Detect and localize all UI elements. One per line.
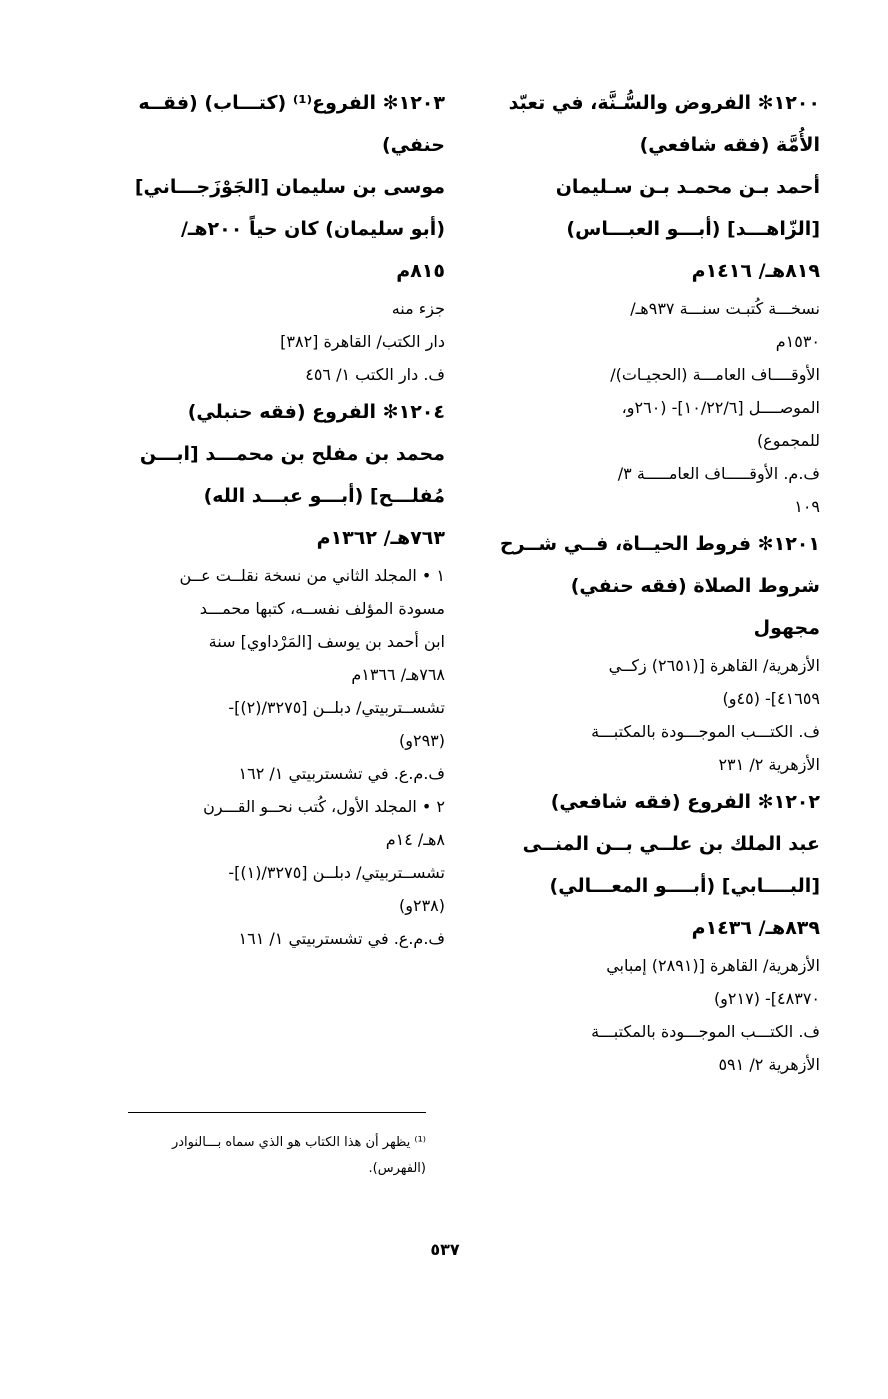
entry-heading-line: أحمد بـن محمـد بـن سـليمان [555, 176, 820, 198]
entry-text-line: ف. دار الكتب ١/ ٤٥٦ [305, 365, 445, 384]
entry-heading-line: حنفي) [381, 134, 445, 156]
entry-text-line: ف.م.ع. في تشستربيتي ١/ ١٦١ [238, 929, 445, 948]
entry-heading-line: [الزّاهـــد] (أبـــو العبـــاس) [566, 218, 820, 240]
entry-text-line: الأوقــــاف العامـــة (الحجيـات)/ [610, 365, 820, 384]
entry-heading-line: شروط الصلاة (فقه حنفي) [570, 575, 820, 597]
entry-text-line: ١ • المجلد الثاني من نسخة نقلــت عــن [179, 566, 445, 585]
entry-heading-line: ١٢٠٤✻ الفروع (فقه حنبلي) [187, 401, 445, 423]
left-column [95, 82, 445, 955]
entry-text-line: تشســتربيتي/ دبلــن [٣٢٧٥/(٢)]- [228, 698, 445, 717]
entry-text-line: ٧٦٨هـ/ ١٣٦٦م [351, 665, 445, 684]
entry-heading-line: ٨٣٩هـ/ ١٤٣٦م [691, 917, 820, 939]
entry-text-line: ف. الكتـــب الموجـــودة بالمكتبـــة [591, 1022, 820, 1041]
page-number: ٥٣٧ [430, 1240, 460, 1259]
entry-heading-line: ٧٦٣هـ/ ١٣٦٢م [316, 527, 445, 549]
entry-text-line: (٢٩٣و) [399, 731, 445, 750]
entry-heading-line: ١٢٠٣✻ الفروع⁽¹⁾ (كتـــاب) (فقــه [138, 92, 445, 114]
right-column [470, 82, 820, 1081]
entry-text-line: ابن أحمد بن يوسف [المَرْداوي] سنة [208, 632, 445, 651]
entry-heading-line: عبد الملك بن علــي بــن المنــى [522, 833, 820, 855]
entry-text-line: الأزهرية ٢/ ٢٣١ [718, 755, 820, 774]
entry-heading-line: مُفلـــح] (أبـــو عبـــد الله) [203, 485, 445, 507]
entry-heading-line: [البــــابي] (أبــــو المعـــالي) [549, 875, 820, 897]
entry-text-line: ف. الكتـــب الموجـــودة بالمكتبـــة [591, 722, 820, 741]
entry-text-line: ١٥٣٠م [775, 332, 820, 351]
footnote [90, 1130, 426, 1182]
entry-text-line: الموصــــل [١٠/٢٢/٦]- (٢٦٠و، [621, 398, 820, 417]
footnote-line-2: (الفهرس). [368, 1161, 426, 1176]
entry-text-line: دار الكتب/ القاهرة [٣٨٢] [280, 332, 445, 351]
entry-heading-line: ٨١٥م [396, 260, 445, 282]
entry-text-line: ٨هـ/ ١٤م [385, 830, 445, 849]
entry-text-line: للمجموع) [756, 431, 820, 450]
entry-text-line: ف.م. الأوقـــــاف العامـــــة ٣/ [617, 464, 820, 483]
entry-heading-line: مجهول [753, 617, 820, 639]
entry-heading-line: ١٢٠١✻ فروط الحيــاة، فــي شــرح [499, 533, 820, 555]
entry-text-line: ٤١٦٥٩]- (٤٥و) [722, 689, 820, 708]
entry-heading-line: ٨١٩هـ/ ١٤١٦م [691, 260, 820, 282]
entry-text-line: الأزهرية ٢/ ٥٩١ [718, 1055, 820, 1074]
footnote-line-1: ⁽¹⁾ يظهر أن هذا الكتاب هو الذي سماه بـــالنوادر [171, 1135, 426, 1150]
entry-heading-line: (أبو سليمان) كان حياً ٢٠٠هـ/ [180, 218, 445, 240]
entry-text-line: ٢ • المجلد الأول، كُتب نحــو القـــرن [203, 797, 445, 816]
entry-text-line: تشســتربيتي/ دبلــن [٣٢٧٥/(١)]- [228, 863, 445, 882]
entry-text-line: ٤٨٣٧٠]- (٢١٧و) [713, 989, 820, 1008]
entry-heading-line: موسى بن سليمان [الجَوْزَجـــاني] [134, 176, 445, 198]
entry-text-line: جزء منه [391, 299, 445, 318]
entry-heading-line: ١٢٠٢✻ الفروع (فقه شافعي) [550, 791, 820, 813]
entry-heading-line: الأُمَّة (فقه شافعي) [639, 134, 820, 156]
footnote-divider [128, 1112, 426, 1113]
entry-heading-line: ١٢٠٠✻ الفروض والسُّـنَّة، في تعبّد [508, 92, 820, 114]
entry-text-line: ١٠٩ [794, 497, 820, 516]
entry-text-line: نسخـــة كُتبـت سنـــة ٩٣٧هـ/ [630, 299, 820, 318]
entry-text-line: مسودة المؤلف نفســه، كتبها محمـــد [199, 599, 445, 618]
entry-text-line: ف.م.ع. في تشستربيتي ١/ ١٦٢ [238, 764, 445, 783]
entry-text-line: الأزهرية/ القاهرة [(٢٨٩١) إمبابي [606, 956, 820, 975]
entry-text-line: (٢٣٨و) [399, 896, 445, 915]
entry-text-line: الأزهرية/ القاهرة [(٢٦٥١) زكــي [608, 656, 820, 675]
entry-heading-line: محمد بن مفلح بن محمـــد [ابـــن [139, 443, 445, 465]
